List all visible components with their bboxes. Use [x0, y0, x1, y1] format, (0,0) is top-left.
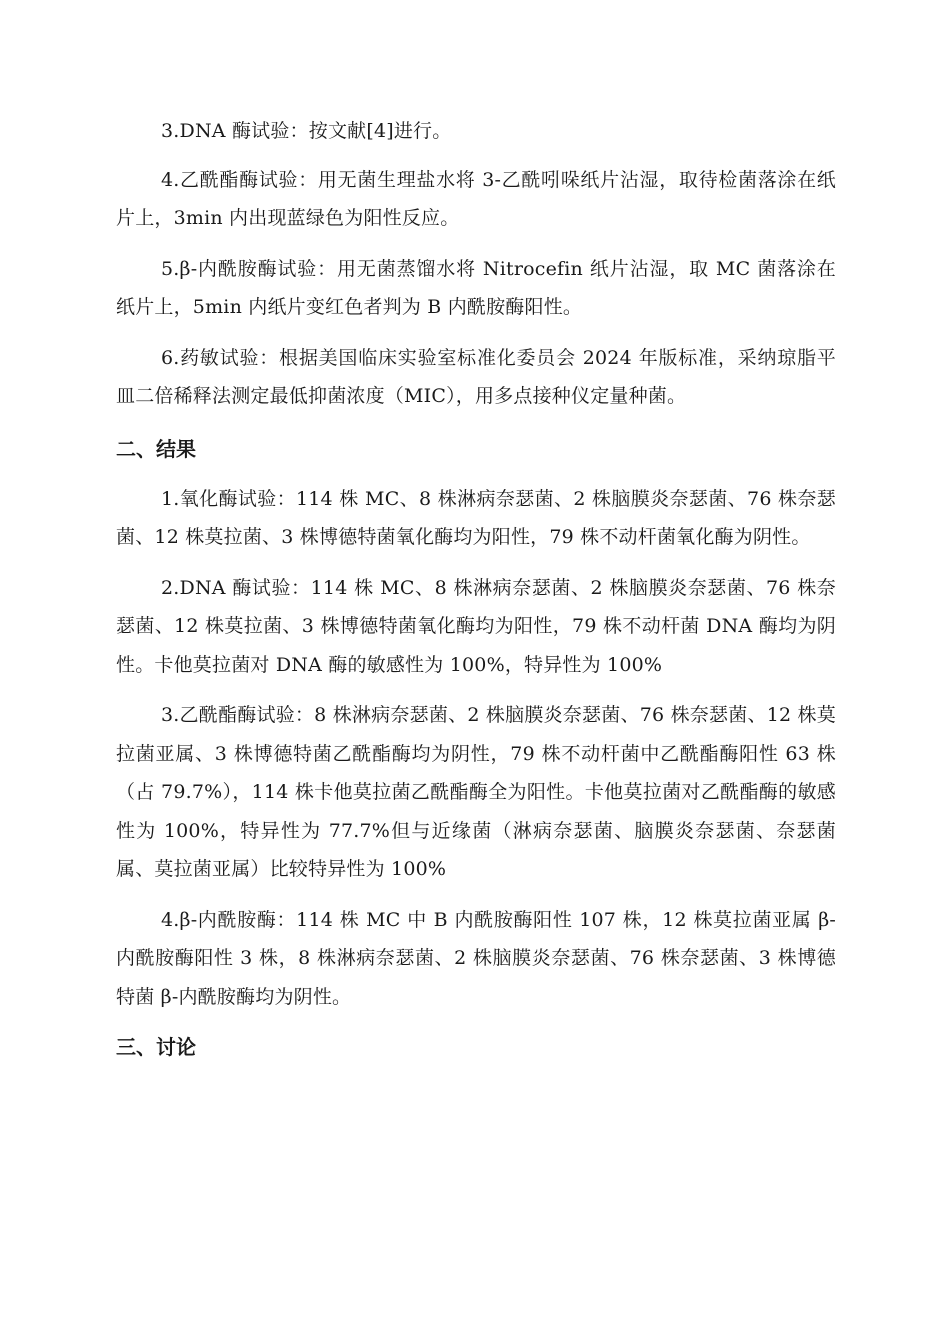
- paragraph-acetylesterase-result: 3.乙酰酯酶试验：8 株淋病奈瑟菌、2 株脑膜炎奈瑟菌、76 株奈瑟菌、12 株莫拉菌亚属、3 株博德特菌乙酰酯酶均为阴性，79 株不动杆菌中乙酰酯酶阳性 63 株（占 79.7%），114 株卡他莫拉菌乙酰酯酶全为阳性。卡他莫拉菌对乙酰酯酶的敏感性为 100%，特异性为 77.7%但与近缘菌（淋病奈瑟菌、脑膜炎奈瑟菌、奈瑟菌属、莫拉菌亚属）比较特异性为 100%: [116, 704, 836, 880]
- paragraph-beta-lactamase-result: 4.β-内酰胺酶：114 株 MC 中 B 内酰胺酶阳性 107 株，12 株莫拉菌亚属 β-内酰胺酶阳性 3 株，8 株淋病奈瑟菌、2 株脑膜炎奈瑟菌、76 株奈瑟菌、3 株博德特菌 β-内酰胺酶均为阴性。: [116, 908, 836, 1008]
- paragraph-beta-lactamase-method: 5.β-内酰胺酶试验：用无菌蒸馏水将 Nitrocefin 纸片沾湿，取 MC 菌落涂在纸片上，5min 内纸片变红色者判为 B 内酰胺酶阳性。: [116, 257, 836, 318]
- paragraph-dna-method: 3.DNA 酶试验：按文献[4]进行。: [161, 120, 452, 142]
- section-heading-results: 二、结果: [116, 436, 196, 461]
- section-heading-discussion: 三、讨论: [116, 1035, 196, 1059]
- paragraph-dna-result: 2.DNA 酶试验：114 株 MC、8 株淋病奈瑟菌、2 株脑膜炎奈瑟菌、76 株奈瑟菌、12 株莫拉菌、3 株博德特菌氧化酶均为阳性，79 株不动杆菌 DNA 酶均为阴性。卡他莫拉菌对 DNA 酶的敏感性为 100%，特异性为 100%: [116, 576, 836, 676]
- paragraph-susceptibility-method: 6.药敏试验：根据美国临床实验室标准化委员会 2024 年版标准，采纳琼脂平皿二倍稀释法测定最低抑菌浓度（MIC），用多点接种仪定量种菌。: [116, 346, 836, 407]
- paragraph-acetylesterase-method: 4.乙酰酯酶试验：用无菌生理盐水将 3-乙酰吲哚纸片沾湿，取待检菌落涂在纸片上，3min 内出现蓝绿色为阳性反应。: [116, 168, 836, 229]
- paragraph-oxidase-result: 1.氧化酶试验：114 株 MC、8 株淋病奈瑟菌、2 株脑膜炎奈瑟菌、76 株奈瑟菌、12 株莫拉菌、3 株博德特菌氧化酶均为阳性，79 株不动杆菌氧化酶为阴性。: [116, 487, 836, 548]
- document-page: [116, 112, 836, 1080]
